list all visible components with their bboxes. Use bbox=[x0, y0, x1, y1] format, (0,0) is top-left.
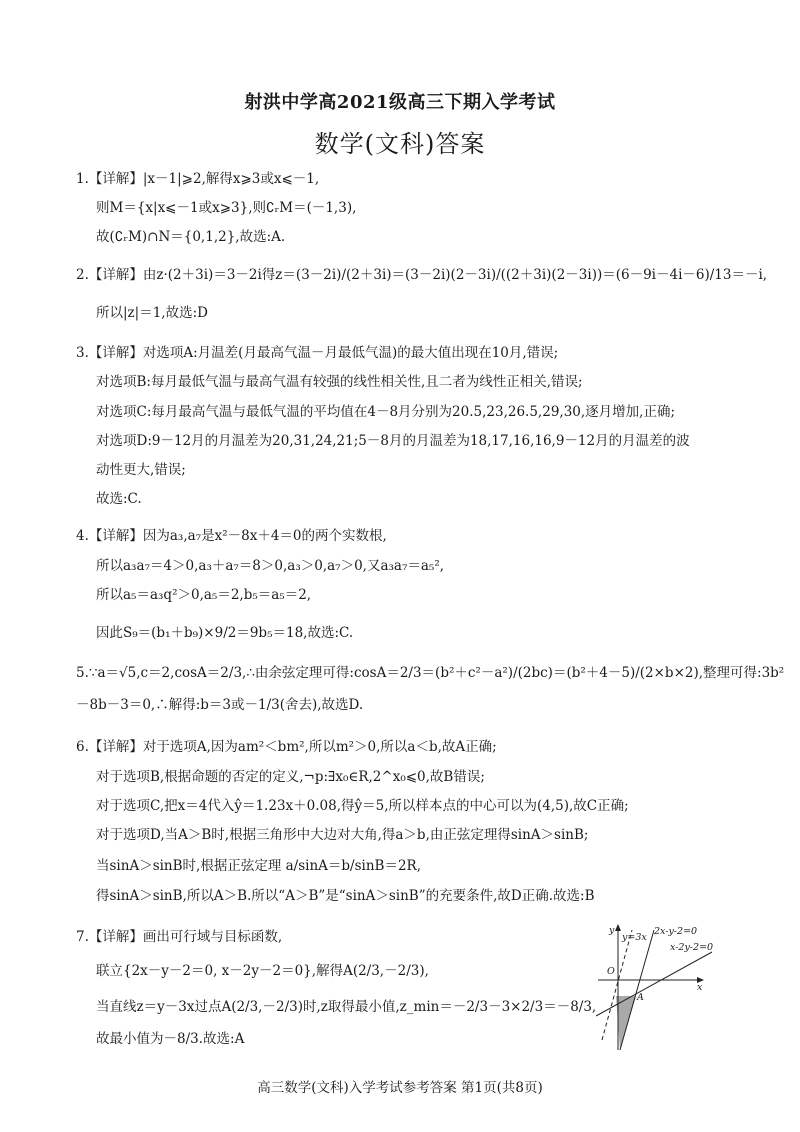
point-a-label: A bbox=[637, 992, 644, 1003]
q3-line-3: 对选项C:每月最高气温与最低气温的平均值在4－8月分别为20.5,23,26.5,29,30,逐月增加,正确; bbox=[96, 404, 676, 420]
q3-line-4: 对选项D:9－12月的月温差为20,31,24,21;5－8月的月温差为18,17,16,16,9－12月的月温差的波 bbox=[96, 433, 690, 449]
q5-line-1: 5.∵a＝√5,c＝2,cosA＝2/3,∴由余弦定理可得:cosA＝2/3＝(b²＋c²－a²)/(2bc)＝(b²＋4－5)/(2×b×2),整理可得:3b² bbox=[76, 665, 785, 681]
y-axis-arrow bbox=[615, 924, 621, 931]
q6-line-2: 对于选项B,根据命题的否定的定义,¬p:∃x₀∈R,2^x₀⩽0,故B错误; bbox=[96, 769, 485, 785]
line-label-x-2y-2: x-2y-2=0 bbox=[670, 942, 714, 953]
q2-line-2: 所以|z|＝1,故选:D bbox=[96, 305, 208, 321]
q6-line-3: 对于选项C,把x＝4代入ŷ＝1.23x＋0.08,得ŷ＝5,所以样本点的中心可以为(4,5),故C正确; bbox=[96, 798, 629, 814]
line-label-2x-y-2: 2x-y-2=0 bbox=[654, 926, 698, 937]
q4-line-4: 因此S₉＝(b₁＋b₉)×9/2＝9b₅＝18,故选:C. bbox=[96, 625, 354, 641]
q1-line-3: 故(∁ᵣM)∩N＝{0,1,2},故选:A. bbox=[96, 229, 286, 245]
exam-title: 射洪中学高2021级高三下期入学考试 bbox=[244, 92, 556, 113]
q2-line-1: 2.【详解】由z·(2＋3i)＝3－2i得z＝(3－2i)/(2＋3i)＝(3－2i)(2－3i)/((2＋3i)(2－3i))＝(6－9i－4i－6)/13＝－i, bbox=[76, 267, 768, 283]
q7-line-4: 故最小值为－8/3.故选:A bbox=[96, 1031, 245, 1047]
q4-line-3: 所以a₅＝a₃q²＞0,a₅＝2,b₅＝a₅＝2, bbox=[96, 587, 312, 603]
q7-line-1: 7.【详解】画出可行域与目标函数, bbox=[76, 929, 283, 945]
q3-line-1: 3.【详解】对选项A:月温差(月最高气温－月最低气温)的最大值出现在10月,错误; bbox=[76, 345, 559, 361]
q1-line-1: 1.【详解】|x－1|⩾2,解得x⩾3或x⩽－1, bbox=[76, 171, 320, 187]
q7-line-2: 联立{2x－y－2＝0, x－2y－2＝0},解得A(2/3,－2/3), bbox=[96, 963, 429, 979]
page-footer: 高三数学(文科)入学考试参考答案 第1页(共8页) bbox=[257, 1080, 543, 1096]
x-axis-label: x bbox=[697, 982, 703, 993]
answer-subtitle: 数学(文科)答案 bbox=[314, 130, 486, 158]
q4-line-1: 4.【详解】因为a₃,a₇是x²－8x＋4＝0的两个实数根, bbox=[76, 528, 387, 544]
q6-line-6: 得sinA＞sinB,所以A＞B.所以“A＞B”是“sinA＞sinB”的充要条件,故D正确.故选:B bbox=[96, 888, 595, 904]
q5-line-2: －8b－3＝0,∴解得:b＝3或－1/3(舍去),故选D. bbox=[76, 697, 364, 713]
q3-line-6: 故选:C. bbox=[96, 491, 142, 507]
q6-line-5: 当sinA＞sinB时,根据正弦定理 a/sinA＝b/sinB＝2R, bbox=[96, 858, 422, 874]
q7-line-3: 当直线z＝y－3x过点A(2/3,－2/3)时,z取得最小值,z_min＝－2/3－3×2/3＝－8/3, bbox=[96, 999, 597, 1015]
q3-line-5: 动性更大,错误; bbox=[96, 462, 186, 478]
feasible-region-figure bbox=[592, 922, 722, 1057]
q6-line-1: 6.【详解】对于选项A,因为am²＜bm²,所以m²＞0,所以a＜b,故A正确; bbox=[76, 739, 497, 755]
constraint-line-2x-y-2 bbox=[620, 930, 654, 1050]
q6-line-4: 对于选项D,当A＞B时,根据三角形中大边对大角,得a＞b,由正弦定理得sinA＞sinB; bbox=[96, 827, 589, 843]
constraint-line-x-2y-2 bbox=[596, 952, 712, 1016]
origin-label: O bbox=[607, 966, 615, 977]
line-label-y-3x: y=3x bbox=[622, 932, 647, 943]
q1-line-2: 则M＝{x|x⩽－1或x⩾3},则∁ᵣM＝(－1,3), bbox=[96, 200, 357, 216]
q4-line-2: 所以a₃a₇＝4＞0,a₃＋a₇＝8＞0,a₃＞0,a₇＞0,又a₃a₇＝a₅², bbox=[96, 558, 445, 574]
q3-line-2: 对选项B:每月最低气温与最高气温有较强的线性相关性,且二者为线性正相关,错误; bbox=[96, 374, 583, 390]
y-axis-label: y bbox=[609, 925, 615, 936]
